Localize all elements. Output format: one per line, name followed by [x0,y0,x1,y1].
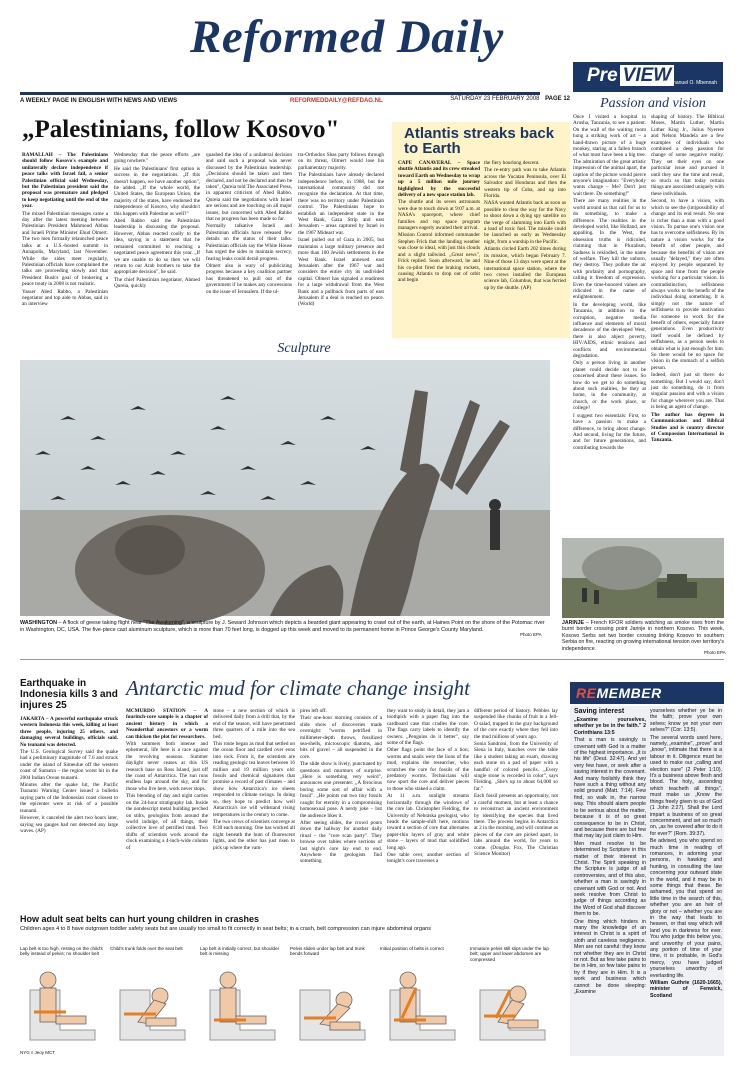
kosovo-para: Normally talkative Israeli and Palestinian officials have released few details on the status of their talks. Palestinian officials say the White House has urged the sides to maintain secrecy, fearing leaks could derail progress. [206,223,292,262]
kosovo-para: Israel pulled out of Gaza in 2005, but maintains a large military presence and more than 100 Jewish settlements in the West Bank. Israel annexed east Jerusalem after the 1967 war and considers the entire city its undivided capital. Olmert has signaled a readiness for a large withdrawal from the West Bank and a pullback from parts of east Jerusalem if a deal is reached on peace. (World) [298,237,384,308]
mud-column-1 [126,708,208,908]
remember-logo [576,685,662,701]
date-line [440,96,570,102]
kosovo-photo [562,538,724,618]
child-seat-icon [380,960,466,1046]
preview-column-2 [651,114,724,444]
preview-para: I suggest two essentials: First, to have a passion to make a difference, to bring about change. And second, living for the future, and for future generations, and contributing towards the [573,412,646,451]
mud-column-2 [213,708,295,908]
mud-para: Each fossil presents an opportunity, not a careful moment, but at least a chance to reconstruct an ancient environment by identifying the species that lived there. The process begins in Antarctica at 2 in the morning, and will continue as pieces of the core are picked apart, in labs around the world, for years to come. (Douglas Fox, The Christian Science Monitor) [474,793,558,857]
remember-logo-rest: MEMBER [596,685,662,701]
belt-step [20,946,106,1046]
sculpture-image [20,360,550,616]
remember-logo-re: RE [576,685,597,701]
kosovo-column-4 [298,152,384,338]
strap-email-link[interactable]: REFORMEDDAILY@REFDAG.NL [290,98,383,104]
kosovo-para: Olmert also is wary of publicizing progress because a key coalition partner has threatened to pull out of the government if he makes any concessions on the issue of Jerusalem. If the ul- [206,262,292,295]
earthquake-headline: Earthquake in Indonesia kills 3 and injures 25 [20,678,118,711]
mud-para: different period of history. Pebbles lay suspended like chunks of fruit in a Jell-O salad, trapped in the gray background of the core exactly where they fell into the mud millions of years ago. [474,708,558,740]
child-seat-icon [470,960,556,1046]
section-divider [20,659,724,660]
caption-text: – French KFOR soldiers watching as smoke rises from the burnt border crossing point Jarinje in northern Kosovo. This week, Kosovo Serbs set two border crossing linking Kosovo to southern Serbia on fire, reacting on growing international tension over territory's independence. [562,620,724,652]
belt-step [470,946,556,1046]
belt-step [380,946,466,1046]
remember-column-1 [574,708,646,1053]
preview-para: There are many realities in the world around us that call for us to do something, to make a difference. The realities in the developed world, like Holland, are appalling. In the West, the obsession truths is ridiculed, claiming that in Pluralism, Sadness is rekindled, in the name of welfare. They kill the unborn, they destroy. They pollute the air with profanity and pornography, calling it freedom of expression. Even the time-honored values are ridiculed in the name of enlightenment. [573,198,646,301]
atlantis-para: Atlantis circled Earth 202 times during its mission, which began February 7. Nine of those 13 days were spent at the international space station, where the two crews installed the European science lab, Columbus, that was ferried up by the shuttle. (AP) [484,246,566,291]
photo-credit: Photo EPA [704,650,726,655]
caption-dateline: WASHINGTON [20,620,58,626]
mud-para: At 11 a.m. sunlight streams horizontally through the windows of the core lab. Christopher Fielding, the University of Nebraska geologist, who heads the sample-shift here, motions toward a section of core that alternates paper-thin layers of gray and white stone – layers of mud that solidified long ago. [387,793,469,851]
earthquake-para: The U.S. Geological Survey said the quake had a preliminary magnitude of 7.6 and struck under the island of Simeulue off the western coast of Sumatra – the region worst hit in the 2004 Indian Ocean tsunami. [20,749,118,781]
preview-para: Second, to have a vision, with which to see the (im)possibility of change and its end result. No one is richer than a man with a good vision. To pursue one's vision one has to overcome selfishness. By its nature a vision works for the benefit of other people, and because the benefits of vision are usually "delayed," they are often enjoyed by people separated by space and time from the people working for a particular vision. In contradistinction, selfishness always works to the benefit of the individual doing something. It is simply not the nature of selfishness to provide motivation for someone to work for the benefit of others, especially future generations. Even productivity itself would be defined by selfishness, as a person seeks to obtain what is just enough for him. So there would be no space for vision in the stomach of a selfish person. [651,198,724,371]
sculpture-caption [20,620,550,633]
newspaper-title: Reformed Daily [190,11,504,63]
preview-para: In the developing world, like Tanzania, in addition to the corruption, negative media influence and elements of moral decadence of the developed West, there is also abject poverty, HIV/AIDS, ethnic tensions and conflicts and environmental degradation. [573,301,646,360]
mud-headline: Antarctic mud for climate change insight [126,676,470,700]
atlantis-para: The re-entry path was to take Atlantis across the Yucatan Peninsula, over El Salvador and Honduras and then the western tip of Cuba, and up into Florida. [484,167,566,200]
child-seat-icon [200,960,286,1046]
remember-subhead: Saving interest [574,708,625,715]
mud-para: pires left off. [300,708,327,714]
mud-para: With summers both intense and ephemeral, life here is a race against the revolving seasons. Summer daylight never ceases at this US research base on Ross Island, just off the coast of Antarctica. The sun runs endless laps around the sky, and for those who live here, work never stops. [126,741,208,792]
belt-step-caption: Child's trunk folds over the seat belt [110,946,183,951]
mud-column-5 [474,708,558,908]
belt-step [290,946,376,1046]
preview-para: Only a person living in another planet could decide not to be concerned about these issues. So how do we get to do something about such realities, be they at home, in the community, at church, or the work place, or college? [573,360,646,412]
mud-para: One table over, another section of tonight's core traverses a [387,851,469,865]
kosovo-para: quashed the idea of a unilateral decision and said such a proposal was never discussed by the Palestinian leadership. „Decisions should be taken and then declared, and not be declared and then be taken", Qureia told The Associated Press, in apparent criticism of Abed Rabbo. Qureia said the negotiations with Israel are serious and are touching on all major issues, but concerned with Abed Rabbo that no progress has been made so far. [206,152,293,223]
remember-author: William Guthrie (1620-1665), minister of Fenwick, Scotland [650,980,722,999]
kosovo-para: Yasser Abed Rabbo, a Palestinian negotiator and top aide to Abbas, said in an interview [22,288,108,308]
kosovo-image [562,538,724,618]
kosovo-para: Abed Rabbo said the Palestinian leadership is discussing the proposal. However, Abbas reacted coolly to the idea, saying in a statement that he remained committed to reaching a negotiated peace agreement this year. „If we are unable to do so then we will return to our Arab brothers to take the appropriate decision", he said. [114,218,200,276]
kosovo-para: The mixed Palestinian messages came a day after the latest meeting between Palestinian President Mahmoud Abbas and Israeli Prime Minister Ehud Olmert. The two men formally relaunched peace talks at a U.S.-hosted summit in Annapolis, Maryland, last November. While the sides meet regularly, Palestinian officials have complained the talks are proceeding slowly and that President Bush's goal of brokering a peace treaty in 2008 is not realistic. [22,210,108,288]
mud-para: The two crews of scientists converge at 8:30 each morning. One has worked all night beneath the hum of fluorescent lights, and the other has just risen to pick up where the vam- [213,818,295,851]
preview-header [573,62,723,92]
atlantis-para: The shuttle and its seven astronauts were due to touch down at 9:07 a.m. at NASA's spaceport, where chief families and top space program managers eagerly awaited their arrival. [398,199,480,232]
belt-step-caption: Lap belt is initially correct, but shoulder belt is missing [200,946,280,957]
preview-logo-pre: Pre [587,65,618,86]
mud-para: Sonia Sandroni, from the University of Siena in Italy, hunches over the table like a student taking an exam, drawing each stone on a pad of paper with a handful of colored pencils. „Every single stone is recorded in color", says Fielding. „She's up to about 64,000 so far." [474,741,558,792]
remember-para: That a man is savingly is covenant with God is a matter of the highest importance. „It is his life" (Deut. 32:47). And yet very few have, or seek after a saving interest in the covenant. And many foolishly think they have such a thing without any solid ground (Matt. 7:14). Few find, so walk in, the narrow way. This should alarm people to be serious about the matter, because it is of so great consequence to be in Christ, and because there are but few that may lay just claim to Him. [574,737,646,840]
atlantis-headline: Atlantis streaks back to Earth [404,125,555,157]
graphic-credit: NYG ◊ Jeoy MCT [20,1050,55,1055]
issue-date: SATURDAY 23 FEBRUARY 2008 [450,96,540,102]
mud-para: Other flags point the face of a lion; worms and snails were the lions of the mud, explains the researcher, who scratches the core for fossils of the predatory worms. Technicians will now sport the core and deliver pieces to those who staked a claim. [387,747,469,792]
belt-step-caption: Immature pelvis still slips under the lap belt; upper and lower abdomen are compressed [470,946,549,962]
belt-step-caption: Pelvis slides under lap belt and trunk bends forward [290,946,365,957]
mud-para: After seeing slides, the crowd pours down the hallway for another daily ritual – the "core scan party". They browse over tables where sections of last night's core lay end to end. Anywhere the geologists find something [300,819,382,865]
mud-para: Their one-hour morning consists of a slide show of discoveries made overnight: "worms petrified in millimeter-depth throws, fossilized sea-shells, microscopic diatoms, and bits of gravel – all suspended in the core. [300,715,382,760]
mud-para: The slide show is lively, punctuated by questions and murmurs of surprise. „Here is something very weird", announces one presenter. „A ferocious boring some sort of affair with a fossil". „He points out two tiny fossils caught for eternity in a compromising homosexual pose. A nerdy joke – but the audience likes it. [300,761,382,819]
kosovo-para: tra-Orthodox Shas party follows through on its threat, Olmert would lose his parliamentary majority. [298,152,384,171]
mud-column-3 [300,708,382,908]
remember-quote: „Examine yourselves, whether ye be in the faith." 2 Corinthians 13:5 [574,717,646,736]
atlantis-para: Mission Control informed commander Stephen Frick that the landing weather was close to ideal, with just thin clouds and a slight tailwind. „Great news", Frick replied. Soon afterward, he and his co-pilot fired the braking rockets, causing Atlantis to drop out of orbit and begin [398,232,480,284]
child-seat-icon [110,960,196,1046]
mud-para: stone – a new section of which is delivered daily from a drill that, by the end of the season, will have penetrated three quarters of a mile into the sea bed. [213,708,295,740]
remember-para: Be advised, you who spend so much time in reading of romances, in adorning your persons, in hawking and hunting, in consulting the law concerning your outward state in the world, and it may be in some things that these. Be ashamed, you that spend so little time in the search of this, whether you are an heir of glory or not – whether you are in the way that leads to heaven, or that way which will land you in darkness for ever. You who judge this below you, and unworthy of your pains, any portion of time of your time, it is probable, in God's mercy, you have judged yourselves unworthy of everlasting life. [650,838,722,979]
kosovo-para: Wednesday that the peace efforts „are going nowhere." [114,152,200,165]
mud-para: This route began as mud that settled on the ocean floor and cardled over eons into rock. From it, the scientists are reading geologic tea leaves between 16 million and 19 million years old: fossils and chemical signatures that promise a record of past climates – and show how Antarctica's ice sheets responded to climate swings. In doing so, they hope to predict how well Antarctica's ice will withstand rising temperatures in the century to come. [213,741,295,818]
remember-para: Men must resolve to be determined by Scripture in this matter of their interest in Christ. The Spirit speaking in the Scripture is judge of all controversies, and of this also, whether a man is savingly in covenant with God or not. And seek resolve from Christ to judge of things according as the Word of God shall discover them to be. [574,840,646,918]
sculpture-label: Sculpture [277,341,331,356]
caption-text: – A flock of geese taking flight near "The Awakening", a sculpture by J. Seward Johnson which depicts a bearded giant appearing to crawl out of the earth, at Haines Point on the shore of the Potomac river in Washington, DC, USA. The five-piece cast aluminum sculpture, which is more than 70 feet long, is dogged up this week and moved to its permanent home in Prince George's County Maryland. [20,620,545,633]
atlantis-column-2 [484,160,566,336]
child-seat-icon [20,960,106,1046]
remember-header [570,682,724,704]
belt-steps [20,946,560,1046]
earthquake-para: However, it canceled the alert two hours later, saying sea gauges had not detected any large waves. (AP) [20,815,118,834]
mud-lead: MCMURDO STATION – A fourinch-core sample is a chapter of ancient history in which a Neanderthal ancestors or a worm can thicken the plot for researchers. [126,708,208,740]
kosovo-column-1 [22,152,108,338]
photo-credit: Photo EPA [520,632,542,637]
mud-para: This blending of day and night carries on the 24-hour stratigraphy lab. Inside the nondescript metal building perched on stilts, geologists from around the world indulge, of all things, their collective love of petrified mud. Two shifts of scientists work around the clock examining a 4-inch-wide column of [126,793,208,851]
remember-para: yourselves whether ye be in the faith; prove your own selves; know ye not your own selves?" (Cor. 13:5). [650,708,722,734]
belt-step-caption: Initial position of belts is correct [380,946,444,951]
belt-step [110,946,196,1046]
sculpture-photo [20,360,550,616]
preview-column-1 [573,114,646,451]
earthquake-para: Minutes after the quake hit, the Pacific Tsunami Warning Center issued a bulletin saying parts of the Indonesian coast closest to the epicenter were at risk of a possible tsunami. [20,782,118,814]
kosovo-lead: RAMALLAH – The Palestinians should follow Kosovo's example and unilaterally declare independence if peace talks with Israel fail, a senior Palestinian official said Wednesday, but the Palestinian president said the proposal was premature and pledged to keep negotiating until the end of the year. [22,152,108,210]
kosovo-headline: „Palestinians, follow Kosovo" [22,116,340,143]
kosovo-photo-caption [562,620,724,652]
preview-para: Once I visited a hospital in Arusha, Tanzania, to see a patient. On the wall of the waiting room hung a striking work of art – a hand-drawn picture of a huge monkey, staring at a fallen branch of what must have been a big tree. The admiration of the great artistic impression of the animal apart, the caption of the picture would pierce anyone's imagination: "Everybody wants change – Me? Don't just wait there. Do something!" [573,114,646,197]
page-number: PAGE 12 [545,96,570,102]
belt-graphic-title: How adult seat belts can hurt young children in crashes [20,914,260,924]
kosovo-para: The chief Palestinian negotiator, Ahmed Qureia, quickly [114,276,200,290]
preview-logo-view: VIEW [620,65,675,86]
atlantis-column-1 [398,160,480,336]
kosovo-column-3 [206,152,292,338]
belt-graphic-subtitle: Children ages 4 to 8 have outgrown toddler safety seats but are usually too small to fit correctly in seat belts; in a crash, belt compression can injure abdominal organs [20,926,432,932]
earthquake-column [20,716,118,906]
belt-step [200,946,286,1046]
belt-step-caption: Lap belt is too high, resting on the child's belly instead of pelvis; no shoulder belt [20,946,103,957]
mud-column-4 [387,708,469,908]
atlantis-lead: CAPE CANAVERAL – Space shuttle Atlantis and its crew streaked toward Earth on Wednesday to wrap up a 5 million mile journey highlighted by the successful delivery of a new space station lab. [398,160,480,199]
preview-author: Dr. Emmanuel O. Mbennah [656,80,717,86]
kosovo-para: The Palestinians have already declared independence before, in 1988, but the international community did not recognize the declaration. At that time, there was no territory under Palestinian control. The Palestinians hope to establish an independent state in the West Bank, Gaza Strip and east Jerusalem – areas captured by Israel in the 1967 Mideast war. [298,172,384,236]
remember-para: One thing which hinders in many the knowledge of an interest in Christ is a spirit of sloth and careless negligence. Men are not careful: they know not whether they are in Christ or not. But as few take pains to be in Him, so few take pains to try if they are in Him. It is a work and business which cannot be done sleeping: „Examine [574,918,646,996]
kosovo-para: He said the Palestinians' first option is success in the negotiations. „If this doesn't happen, we have another option", he added. „If the whole world, the United States, the European Union, the majority of the states, have endorsed the independence of Kosovo, why shouldn't this happen with Palestine as well?" [114,165,200,217]
preview-para: shaping of history. The Biblical Moses, Martin Luther, Martin Luther King Jr., Julius Nyerere and Nelson Mandela are a few examples of individuals who combined a deep passion for change of some negative reality. They set their eyes on one particular issue and pursued it until they saw the time and result, so much so that today certain things are associated uniquely with these individuals. [651,114,724,197]
atlantis-para: NASA wanted Atlantis back as soon as possible to clear the way for the Navy to shoot down a dying spy satellite on the verge of slamming into Earth with a load of toxic fuel. The missile could be launched as early as Wednesday night, from a warship in the Pacific. [484,200,566,245]
strap-text: A WEEKLY PAGE IN ENGLISH WITH NEWS AND VIEWS [20,98,178,104]
earthquake-lead: JAKARTA – A powerful earthquake struck western Indonesia this week, killing at least three people, injuring 25 others, and damaging several buildings, officials said. No tsunami was detected. [20,716,118,748]
remember-column-2 [650,708,722,1053]
kosovo-column-2 [114,152,200,338]
preview-title: Passion and vision [600,96,706,111]
child-seat-icon [290,960,376,1046]
remember-para: The several words used here, namely, „examine", „prove" and „know", intimate that there is a labour in it. Diligence must be used to make our „calling and election sure" (2 Peter 1:10). It's a business above flesh and blood. The holy„ ascending which teacheth all things", must make us „Know the things freely given to us of God (1 John 2:27). Shall the Lord impart a business of so great concernment, and set so much on, „as he covered after to do it for ever?" (Rom. 39:37). [650,734,722,837]
preview-author-bio: The author has degrees in Communication and Biblical Studies and is country director of Compassion International in Tanzania. [651,411,724,444]
preview-para: Indeed, don't just sit there: do something. But I would say, don't just do something, do it from singular passion and with a vision for change wherever you are. That is being an agent of change. [651,372,724,411]
caption-dateline: JARINJE [562,620,584,626]
atlantis-para: the fiery hourlong descent. [484,160,540,166]
mud-para: they want to study in detail, they jam a toothpick with a paper flag into the cardboard case that cradles the core. The flags carry labels to identify the owners. „Penguins do it better", say some of the flags. [387,708,469,747]
